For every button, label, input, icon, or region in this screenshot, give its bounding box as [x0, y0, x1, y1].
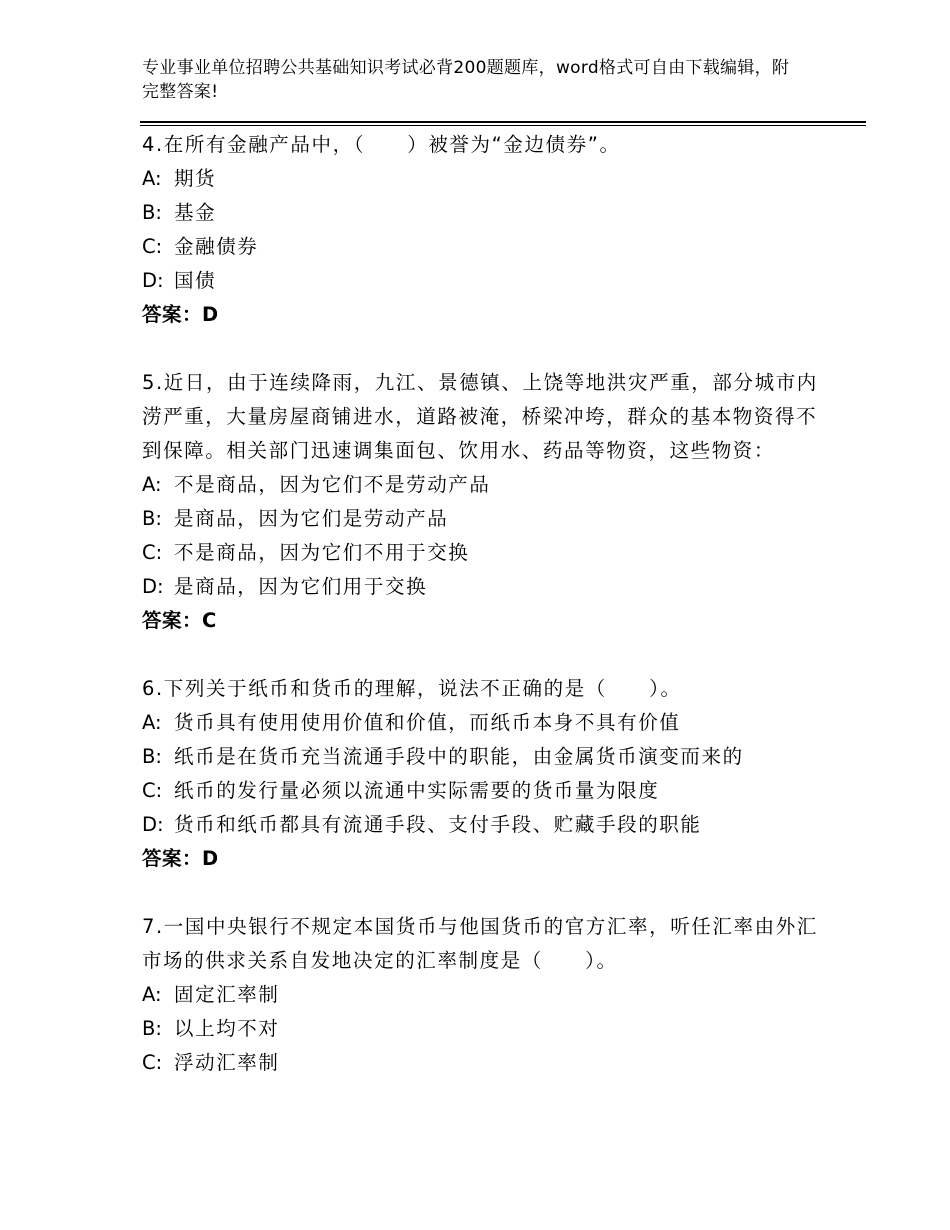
option-text: 货币具有使用使用价值和价值，而纸币本身不具有价值	[174, 711, 681, 734]
option-key: D:	[142, 813, 164, 836]
header-divider-thick	[140, 121, 866, 123]
option-d	[142, 264, 822, 298]
option-text: 货币和纸币都具有流通手段、支付手段、贮藏手段的职能	[174, 813, 702, 836]
option-b	[142, 740, 822, 774]
question-text: 5.近日，由于连续降雨，九江、景德镇、上饶等地洪灾严重，部分城市内涝严重，大量房屋商铺进水，道路被淹，桥梁冲垮，群众的基本物资得不到保障。相关部门迅速调集面包、饮用水、药品等物资，这些物资：	[142, 371, 818, 462]
question-text: 4.在所有金融产品中，（ ）被誉为“金边债券”。	[142, 133, 621, 156]
question-7	[142, 910, 822, 1080]
option-key: C:	[142, 235, 163, 258]
option-a	[142, 706, 822, 740]
option-key: B:	[142, 745, 162, 768]
question-5	[142, 366, 822, 638]
document-header: 专业事业单位招聘公共基础知识考试必背200题题库，word格式可自由下载编辑，附完整答案!	[142, 58, 790, 102]
option-d	[142, 808, 822, 842]
option-c	[142, 774, 822, 808]
option-key: A:	[142, 711, 162, 734]
option-text: 以上均不对	[174, 1017, 280, 1040]
answer-line: 答案：C	[142, 609, 217, 632]
option-text: 不是商品，因为它们不用于交换	[174, 541, 470, 564]
answer-line: 答案：D	[142, 303, 219, 326]
option-b	[142, 1012, 822, 1046]
option-text: 纸币是在货币充当流通手段中的职能，由金属货币演变而来的	[174, 745, 744, 768]
question-4	[142, 128, 822, 332]
option-text: 浮动汇率制	[174, 1051, 280, 1074]
option-text: 固定汇率制	[174, 983, 280, 1006]
option-key: C:	[142, 1051, 163, 1074]
option-b	[142, 196, 822, 230]
option-text: 纸币的发行量必须以流通中实际需要的货币量为限度	[174, 779, 660, 802]
option-key: B:	[142, 507, 162, 530]
option-text: 国债	[174, 269, 217, 292]
option-text: 基金	[174, 201, 217, 224]
option-c	[142, 536, 822, 570]
option-key: D:	[142, 575, 164, 598]
question-text: 7.一国中央银行不规定本国货币与他国货币的官方汇率，听任汇率由外汇市场的供求关系自发地决定的汇率制度是（ ）。	[142, 915, 818, 972]
answer-line: 答案：D	[142, 847, 219, 870]
question-list	[142, 128, 822, 1114]
header-divider-thin	[140, 125, 866, 126]
question-text: 6.下列关于纸币和货币的理解，说法不正确的是（ ）。	[142, 677, 682, 700]
option-key: B:	[142, 201, 162, 224]
option-key: C:	[142, 779, 163, 802]
option-a	[142, 468, 822, 502]
question-6	[142, 672, 822, 876]
option-d	[142, 570, 822, 604]
option-key: A:	[142, 167, 162, 190]
option-text: 是商品，因为它们用于交换	[174, 575, 428, 598]
option-text: 不是商品，因为它们不是劳动产品	[174, 473, 491, 496]
option-key: B:	[142, 1017, 162, 1040]
option-a	[142, 978, 822, 1012]
option-key: A:	[142, 983, 162, 1006]
option-text: 金融债券	[174, 235, 259, 258]
option-key: C:	[142, 541, 163, 564]
option-b	[142, 502, 822, 536]
option-c	[142, 230, 822, 264]
option-key: A:	[142, 473, 162, 496]
option-text: 是商品，因为它们是劳动产品	[174, 507, 449, 530]
option-text: 期货	[174, 167, 217, 190]
option-a	[142, 162, 822, 196]
option-c	[142, 1046, 822, 1080]
option-key: D:	[142, 269, 164, 292]
